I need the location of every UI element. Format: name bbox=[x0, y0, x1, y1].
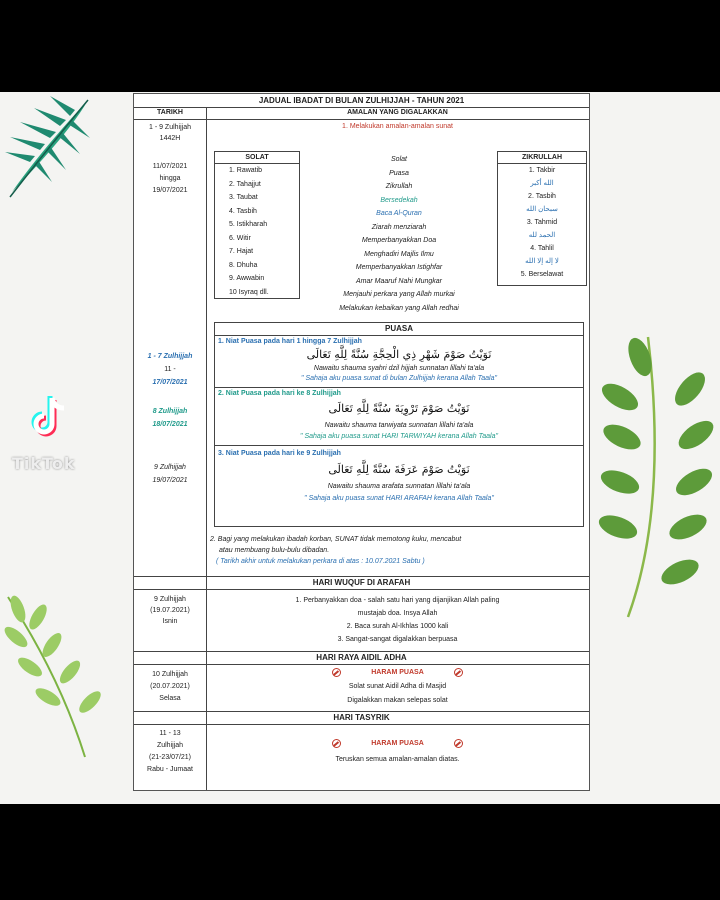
zikrullah-box bbox=[497, 151, 587, 286]
wuquf-date-3: Isnin bbox=[162, 618, 178, 625]
solat-item: 7. Hajat bbox=[229, 248, 254, 255]
sec1-date-to: 19/07/2021 bbox=[152, 187, 188, 194]
header-amalan: AMALAN YANG DIGALAKKAN bbox=[347, 109, 448, 116]
wuquf-list bbox=[206, 594, 589, 646]
wuquf-date-2: (19.07.2021) bbox=[150, 607, 190, 614]
puasa-title: PUASA bbox=[215, 323, 583, 336]
niat-2-translation: " Sahaja aku puasa sunat HARI TARWIYAH kerana Allah Taala" bbox=[300, 433, 498, 440]
sec1-date bbox=[134, 122, 206, 144]
zikr-arabic: لا إله إلا الله bbox=[525, 258, 559, 265]
solat-item: 6. Witir bbox=[229, 234, 251, 242]
zikr-item: 3. Tahmid bbox=[526, 219, 558, 226]
amalan-item: Menghadiri Majlis Ilmu bbox=[364, 250, 434, 258]
amalan-item: Bersedekah bbox=[380, 196, 418, 204]
amalan-item: Memperbanyakkan Istighfar bbox=[355, 264, 443, 271]
aidil-item: Digalakkan makan selepas solat bbox=[347, 697, 448, 704]
zikr-list bbox=[498, 164, 586, 281]
solat-item: 3. Taubat bbox=[229, 194, 258, 201]
header-tarikh: TARIKH bbox=[157, 109, 183, 116]
tiktok-watermark: TikTok bbox=[12, 454, 76, 473]
no-entry-icon bbox=[454, 668, 463, 677]
tiktok-logo-icon bbox=[30, 394, 74, 440]
niat-2-rumi: Nawaitu shauma tarwiyata sunnatan lillahi ta'ala bbox=[324, 422, 474, 429]
aidil-date-3: Selasa bbox=[159, 695, 181, 702]
amalan-item: Amar Maaruf Nahi Mungkar bbox=[356, 277, 442, 285]
solat-item: 8. Dhuha bbox=[229, 261, 258, 269]
zikr-title: ZIKRULLAH bbox=[498, 152, 586, 164]
no-entry-icon bbox=[332, 739, 341, 748]
korban-note bbox=[210, 534, 461, 567]
amalan-item: Puasa bbox=[389, 169, 409, 177]
leaf-branch-right-icon bbox=[598, 327, 720, 627]
wuquf-item: mustajab doa. Insya Allah bbox=[357, 610, 438, 617]
niat-1-translation: " Sahaja aku puasa sunat di bulan Zulhijjah kerana Allah Taala" bbox=[301, 375, 497, 382]
tasyrik-date-4: Rabu - Jumaat bbox=[147, 766, 193, 773]
zikr-item: 1. Takbir bbox=[528, 167, 556, 174]
puasa-date-2: 8 Zulhijjah bbox=[152, 408, 188, 415]
solat-title: SOLAT bbox=[215, 152, 299, 164]
wuquf-title: HARI WUQUF DI ARAFAH bbox=[312, 578, 411, 587]
niat-1-title: 1. Niat Puasa pada hari 1 hingga 7 Zulhijjah bbox=[218, 338, 362, 345]
zikr-arabic: الله أكبر bbox=[530, 180, 554, 187]
amalan-list bbox=[304, 153, 494, 315]
tasyrik-title: HARI TASYRIK bbox=[333, 713, 390, 722]
sec1-lead: 1. Melakukan amalan-amalan sunat bbox=[342, 123, 453, 130]
sec1-date-from: 11/07/2021 bbox=[152, 163, 188, 170]
niat-3-translation: " Sahaja aku puasa sunat HARI ARAFAH kerana Allah Taala" bbox=[304, 495, 494, 502]
wuquf-item: 2. Baca surah Al-Ikhlas 1000 kali bbox=[346, 623, 449, 630]
solat-box bbox=[214, 151, 300, 299]
niat-2-arabic: نَوَيْتُ صَوْمَ تَرْوِيَةَ سُنَّةً لِلَّهِ تَعَالَى bbox=[328, 402, 470, 415]
zikr-item: 5. Berselawat bbox=[520, 271, 564, 278]
amalan-item: Baca Al-Quran bbox=[376, 210, 422, 217]
solat-item: 5. Istikharah bbox=[229, 221, 268, 228]
wuquf-date bbox=[134, 594, 206, 627]
wuquf-item: 3. Sangat-sangat digalakkan berpuasa bbox=[337, 636, 458, 643]
niat-2-title: 2. Niat Puasa pada hari ke 8 Zulhijjah bbox=[218, 390, 341, 397]
aidil-haram: HARAM PUASA bbox=[371, 669, 424, 676]
amalan-item: Menjauhi perkara yang Allah murkai bbox=[343, 291, 455, 298]
puasa-date-1b: 11 - bbox=[164, 366, 176, 373]
tasyrik-content bbox=[206, 736, 589, 768]
korban-note-2: atau membuang bulu-bulu dibadan. bbox=[219, 547, 330, 554]
solat-item: 4. Tasbih bbox=[229, 207, 257, 215]
amalan-item: Melakukan kebaikan yang Allah redhai bbox=[339, 304, 459, 312]
tasyrik-date bbox=[134, 728, 206, 776]
wuquf-item: 1. Perbanyakkan doa - salah satu hari yang dijanjikan Allah paling bbox=[295, 597, 500, 604]
document-title: JADUAL IBADAT DI BULAN ZULHIJJAH - TAHUN 2021 bbox=[258, 96, 465, 105]
niat-3-rumi: Nawaitu shauma arafata sunnatan lillahi ta'ala bbox=[327, 483, 471, 490]
korban-note-1: 2. Bagi yang melakukan ibadah korban, SUNAT tidak memotong kuku, mencabut bbox=[210, 536, 462, 543]
solat-item: 10 Isyraq dll. bbox=[229, 288, 269, 296]
amalan-item: Ziarah menziarah bbox=[371, 223, 427, 231]
korban-note-3: ( Tarikh akhir untuk melakukan perkara di atas : 10.07.2021 Sabtu ) bbox=[216, 558, 425, 565]
schedule-document bbox=[133, 93, 590, 791]
puasa-dates bbox=[134, 350, 206, 487]
amalan-item: Zikrullah bbox=[385, 183, 413, 190]
amalan-item: Memperbanyakkan Doa bbox=[361, 237, 437, 244]
sec1-date-mid: hingga bbox=[159, 175, 181, 182]
zikr-item: 4. Tahlil bbox=[530, 245, 554, 252]
puasa-date-1c: 17/07/2021 bbox=[152, 379, 188, 386]
niat-1-arabic: نَوَيْتُ صَوْمَ شَهْرِ ذِي الْحِجَّةِ سُنَّةً لِلَّهِ تَعَالَى bbox=[306, 348, 492, 361]
aidil-title: HARI RAYA AIDIL ADHA bbox=[316, 653, 407, 662]
tasyrik-haram: HARAM PUASA bbox=[371, 740, 424, 747]
zikr-arabic: سبحان الله bbox=[526, 206, 558, 213]
wuquf-date-1: 9 Zulhijjah bbox=[154, 596, 186, 603]
zikr-arabic: الحمد لله bbox=[528, 232, 556, 239]
solat-item: 2. Tahajjut bbox=[229, 180, 261, 188]
amalan-item: Solat bbox=[391, 156, 407, 163]
sec1-date-range bbox=[134, 161, 206, 197]
aidil-date bbox=[134, 669, 206, 705]
niat-1-rumi: Nawaitu shauma syahri dzil hijjah sunnatan lillahi ta'ala bbox=[313, 365, 485, 372]
solat-list bbox=[215, 164, 299, 299]
tasyrik-date-1: 11 - 13 bbox=[159, 730, 181, 737]
no-entry-icon bbox=[454, 739, 463, 748]
niat-3-title: 3. Niat Puasa pada hari ke 9 Zulhijjah bbox=[218, 450, 341, 457]
solat-item: 9. Awwabin bbox=[229, 275, 265, 282]
aidil-content bbox=[206, 666, 589, 708]
tasyrik-date-3: (21-23/07/21) bbox=[148, 754, 192, 761]
no-entry-icon bbox=[332, 668, 341, 677]
leaf-branch-left-icon bbox=[0, 587, 115, 762]
puasa-date-3b: 19/07/2021 bbox=[152, 477, 188, 484]
puasa-box bbox=[214, 322, 584, 527]
aidil-date-2: (20.07.2021) bbox=[150, 683, 190, 690]
puasa-date-2b: 18/07/2021 bbox=[152, 421, 188, 428]
palm-leaf-icon bbox=[0, 92, 100, 202]
puasa-date-1: 1 - 7 Zulhijjah bbox=[147, 353, 193, 360]
zikr-item: 2. Tasbih bbox=[528, 193, 556, 200]
aidil-date-1: 10 Zulhijjah bbox=[152, 671, 188, 678]
puasa-date-3: 9 Zulhijjah bbox=[154, 464, 186, 471]
tasyrik-item: Teruskan semua amalan-amalan diatas. bbox=[335, 756, 460, 763]
solat-item: 1. Rawatib bbox=[229, 167, 263, 174]
tasyrik-date-2: Zulhijjah bbox=[156, 742, 184, 749]
niat-3-arabic: نَوَيْتُ صَوْمَ عَرَفَةَ سُنَّةً لِلَّهِ تَعَالَى bbox=[328, 463, 470, 476]
sec1-date-hijri: 1 - 9 Zulhijjah bbox=[148, 124, 192, 131]
sec1-date-year: 1442H bbox=[159, 135, 181, 142]
aidil-item: Solat sunat Aidil Adha di Masjid bbox=[348, 683, 447, 690]
